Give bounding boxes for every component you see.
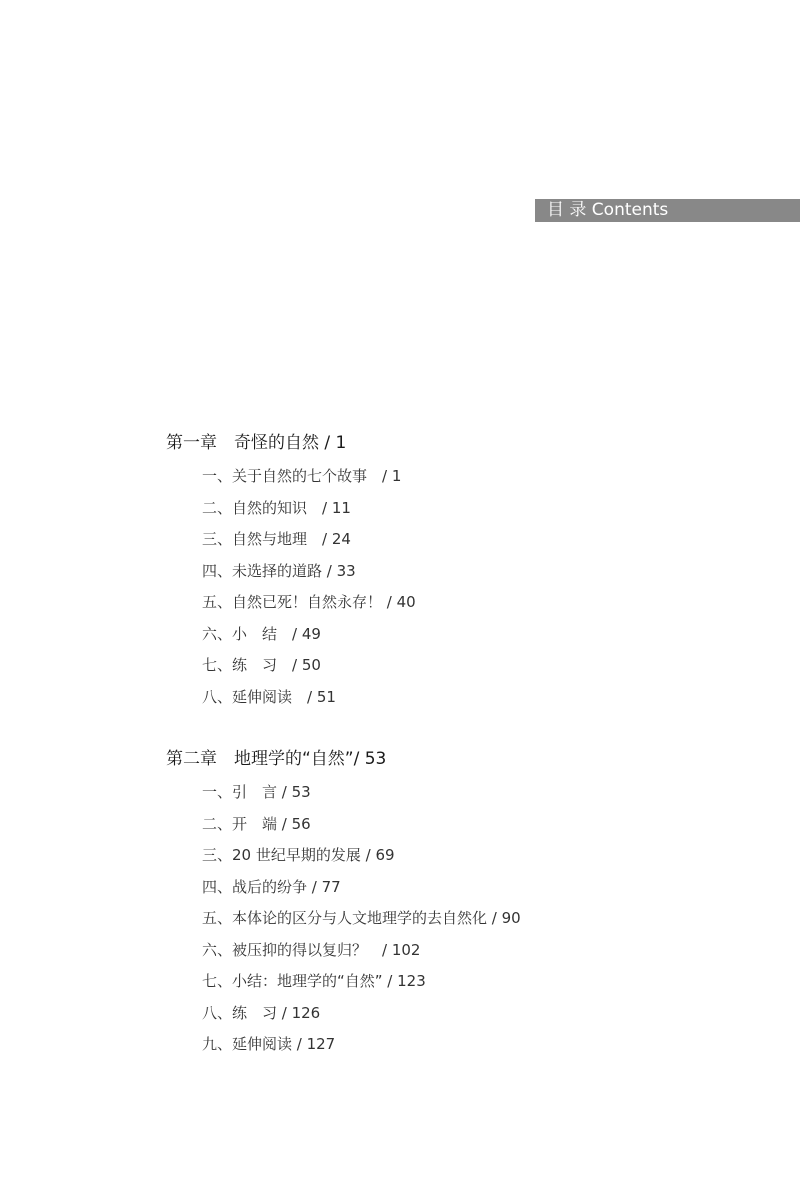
chapter-title[interactable]: 第一章 奇怪的自然 / 1	[166, 433, 347, 453]
toc-entry[interactable]: 八、延伸阅读 / 51	[202, 687, 336, 706]
toc-entry[interactable]: 七、练 习 / 50	[202, 656, 321, 674]
toc-entry[interactable]: 四、未选择的道路 / 33	[202, 561, 356, 580]
toc-entry[interactable]: 三、20 世纪早期的发展 / 69	[202, 846, 395, 864]
toc-entry[interactable]: 一、关于自然的七个故事 / 1	[202, 467, 402, 485]
chapter-1	[166, 430, 766, 713]
contents-header: 目 录 Contents	[535, 199, 800, 222]
toc-entry[interactable]: 三、自然与地理 / 24	[202, 530, 351, 548]
toc-entry[interactable]: 一、引 言 / 53	[202, 783, 311, 801]
chapter-2-entries	[202, 777, 766, 1061]
toc-entry[interactable]: 二、开 端 / 56	[202, 814, 311, 833]
chapter-1-entries	[202, 461, 766, 713]
toc-entry[interactable]: 九、延伸阅读 / 127	[202, 1035, 336, 1053]
toc-entry[interactable]: 四、战后的纷争 / 77	[202, 877, 341, 896]
chapter-2	[166, 746, 766, 1061]
toc-entry[interactable]: 七、小结：地理学的“自然” / 123	[202, 972, 426, 990]
toc-entry[interactable]: 五、本体论的区分与人文地理学的去自然化 / 90	[202, 909, 521, 927]
toc-entry[interactable]: 六、被压抑的得以复归？ / 102	[202, 940, 421, 959]
toc-entry[interactable]: 八、练 习 / 126	[202, 1003, 321, 1022]
toc-entry[interactable]: 二、自然的知识 / 11	[202, 498, 351, 517]
toc-entry[interactable]: 五、自然已死！自然永存！ / 40	[202, 593, 416, 611]
chapter-title[interactable]: 第二章 地理学的“自然”/ 53	[166, 749, 387, 769]
toc-entry[interactable]: 六、小 结 / 49	[202, 624, 321, 643]
